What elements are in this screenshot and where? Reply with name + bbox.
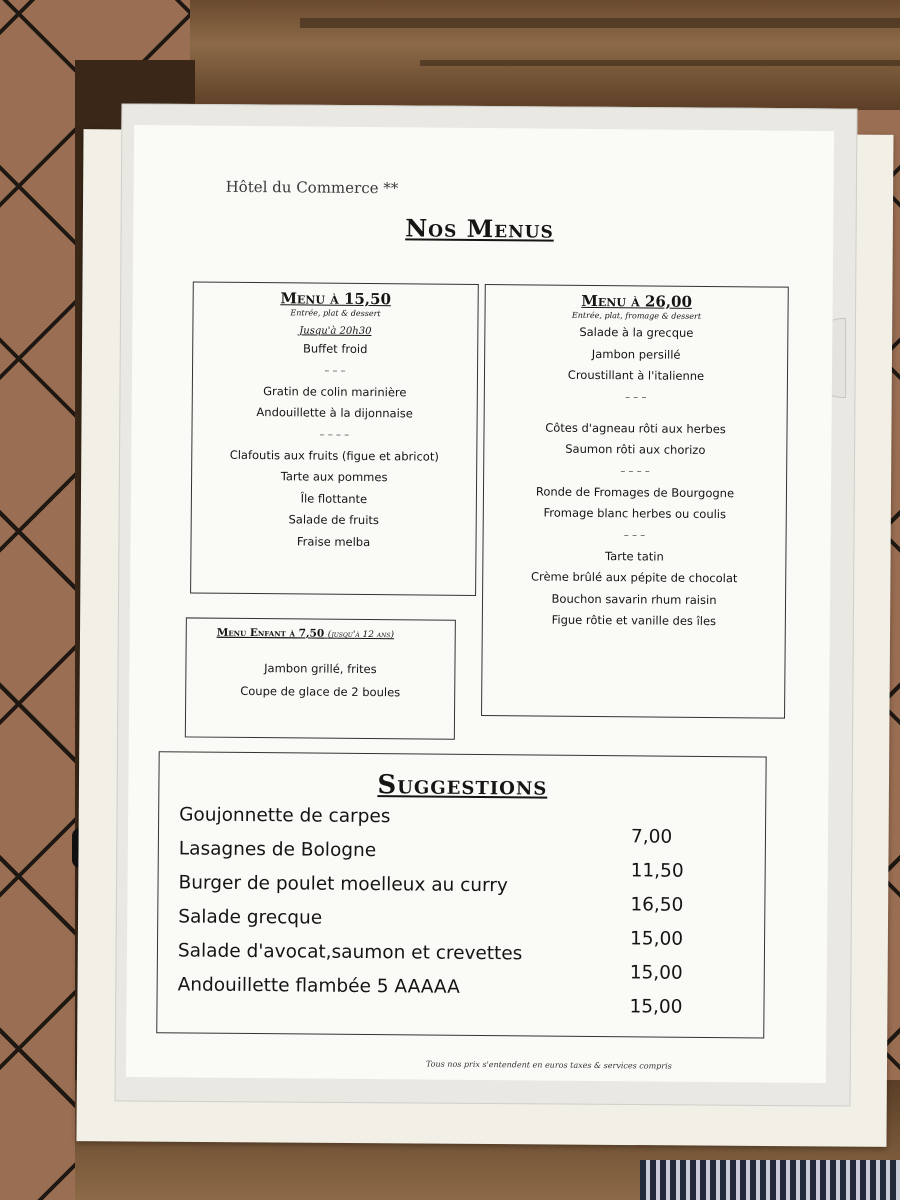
suggestion-price: 16,50	[630, 894, 684, 916]
menu-item: Figue rôtie et vanille des îles	[551, 612, 717, 629]
menu-subtitle: Entrée, plat, fromage & dessert	[571, 310, 702, 321]
menu-note: Jusqu'à 20h30	[299, 325, 372, 338]
suggestion-name: Burger de poulet moelleux au curry	[178, 872, 509, 897]
page-title: Nos Menus	[405, 213, 554, 244]
menu-title	[217, 627, 455, 641]
suggestion-price: 7,00	[630, 826, 673, 848]
separator: – – –	[625, 391, 647, 403]
menu-item: Jambon persillé	[591, 346, 681, 362]
menu-sheet	[126, 125, 834, 1083]
menu-item: Gratin de colin marinière	[263, 383, 407, 399]
separator: – – – –	[620, 465, 650, 477]
menu-item: Fraise melba	[296, 533, 371, 549]
menu-item: Salade à la grecque	[579, 324, 694, 340]
wood-grain	[300, 18, 900, 28]
hotel-name: Hôtel du Commerce **	[225, 177, 399, 198]
suggestion-price: 15,00	[629, 962, 683, 984]
menu-item: Buffet froid	[302, 341, 368, 357]
suggestion-row	[177, 940, 738, 984]
menu-item: Tarte tatin	[605, 548, 664, 564]
suggestion-row	[178, 872, 738, 916]
menu-item: Fromage blanc herbes ou coulis	[543, 505, 727, 522]
menu-enfant-box	[185, 617, 456, 739]
suggestions-title: Suggestions	[377, 770, 548, 802]
menu-item: Saumon rôti aux chorizo	[565, 441, 706, 457]
suggestion-name: Salade d'avocat,saumon et crevettes	[177, 940, 523, 965]
footer-note: Tous nos prix s'entendent en euros taxes & services compris	[425, 1059, 672, 1071]
wood-grain	[420, 60, 900, 66]
menu-title: Menu à 15,50	[280, 289, 392, 309]
suggestion-name: Andouillette flambée 5 AAAAA	[177, 974, 460, 998]
suggestion-row	[179, 804, 739, 848]
menu-26-00-box	[481, 284, 789, 719]
menu-item: Jambon grillé, frites	[264, 661, 377, 677]
suggestion-price: 15,00	[629, 928, 684, 950]
menu-enfant-note: (jusqu'à 12 ans)	[327, 629, 395, 641]
menu-item: Crème brûlé aux pépite de chocolat	[530, 569, 738, 586]
menu-enfant-title: Menu Enfant à 7,50	[216, 626, 325, 640]
suggestion-row	[178, 838, 739, 882]
table-surface	[190, 0, 900, 110]
separator: – – – –	[319, 429, 350, 441]
menu-item: Coupe de glace de 2 boules	[240, 683, 401, 700]
menu-item: Île flottante	[300, 490, 368, 506]
suggestion-name: Goujonnette de carpes	[179, 804, 391, 828]
menu-title: Menu à 26,00	[581, 291, 693, 311]
menu-item: Bouchon savarin rhum raisin	[551, 591, 717, 607]
suggestion-price: 15,00	[629, 996, 683, 1018]
menu-item: Côtes d'agneau rôti aux herbes	[545, 420, 726, 436]
suggestion-price: 11,50	[630, 860, 684, 882]
menu-item: Clafoutis aux fruits (figue et abricot)	[229, 447, 439, 464]
menu-15-50-box	[190, 281, 479, 595]
suggestion-row	[178, 906, 738, 950]
checkered-cloth	[640, 1160, 900, 1200]
menu-item: Salade de fruits	[288, 512, 379, 528]
menu-item: Ronde de Fromages de Bourgogne	[535, 483, 735, 500]
suggestion-name: Salade grecque	[178, 906, 323, 929]
separator: – – –	[623, 529, 646, 541]
menu-item: Tarte aux pommes	[280, 469, 388, 485]
separator: – – –	[324, 365, 346, 377]
suggestions-box	[156, 751, 766, 1038]
menu-item: Andouillette à la dijonnaise	[256, 405, 413, 421]
suggestion-name: Lasagnes de Bologne	[178, 838, 377, 862]
menu-subtitle: Entrée, plat & dessert	[290, 308, 381, 319]
suggestion-row	[177, 974, 738, 1018]
menu-item: Croustillant à l'italienne	[567, 367, 705, 383]
